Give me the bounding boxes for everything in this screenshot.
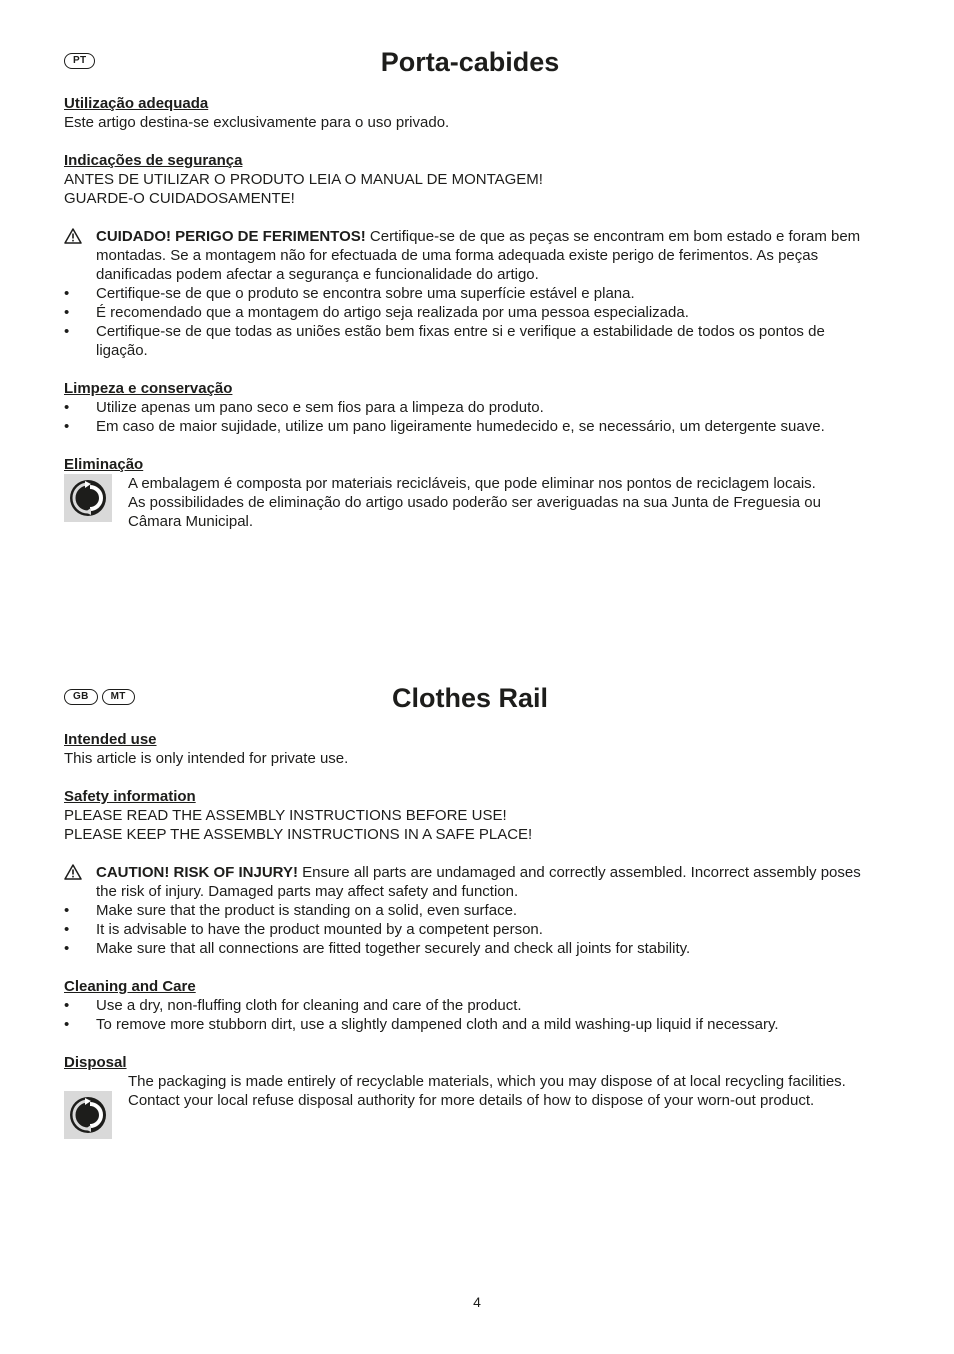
- list-item: • Make sure that the product is standing on a solid, even surface.: [64, 902, 518, 919]
- content-gb: [64, 730, 876, 1139]
- intended-use-text: This article is only intended for private use.: [64, 750, 349, 767]
- disposal-line-1: The packaging is made entirely of recyclable materials, which you may dispose of at local recycling facilities.: [128, 1073, 846, 1090]
- page-title: Clothes Rail: [391, 683, 549, 713]
- warning-bold: CUIDADO! PERIGO DE FERIMENTOS!: [96, 228, 366, 245]
- list-item: • Em caso de maior sujidade, utilize um pano ligeiramente humedecido e, se necessário, um detergente suave.: [64, 418, 825, 435]
- heading-disposal: Eliminação: [64, 456, 144, 473]
- list-item: • To remove more stubborn dirt, use a slightly dampened cloth and a mild washing-up liquid if necessary.: [64, 1016, 779, 1033]
- warning-triangle-icon: [64, 863, 96, 901]
- lang-badge-mt: MT: [102, 689, 135, 705]
- green-dot-recycle-icon: [64, 1091, 112, 1139]
- warning-text: Ensure all parts are undamaged and correctly assembled. Incorrect assembly poses the risk of injury. Damaged parts may affect safety and function.: [96, 864, 861, 900]
- content-pt: [64, 94, 876, 531]
- disposal-line-1: A embalagem é composta por materiais recicláveis, que pode eliminar nos pontos de reciclagem locais.: [128, 475, 816, 492]
- safety-line-1: PLEASE READ THE ASSEMBLY INSTRUCTIONS BEFORE USE!: [64, 807, 507, 824]
- list-item: • É recomendado que a montagem do artigo seja realizada por uma pessoa especializada.: [64, 304, 689, 321]
- warning-bold: CAUTION! RISK OF INJURY!: [96, 864, 298, 881]
- heading-safety: Indicações de segurança: [64, 152, 243, 169]
- lang-badge-gb: GB: [64, 689, 98, 705]
- warning-paragraph: [64, 227, 876, 284]
- intended-use-text: Este artigo destina-se exclusivamente para o uso privado.: [64, 114, 450, 131]
- disposal-line-2: Contact your local refuse disposal authority for more details of how to dispose of your worn-out product.: [128, 1092, 815, 1109]
- heading-cleaning: Limpeza e conservação: [64, 380, 233, 397]
- safety-line-2: PLEASE KEEP THE ASSEMBLY INSTRUCTIONS IN A SAFE PLACE!: [64, 826, 533, 843]
- heading-safety: Safety information: [64, 788, 196, 805]
- disposal-block: [64, 1072, 876, 1139]
- page-number: 4: [473, 1294, 481, 1310]
- list-item: • Utilize apenas um pano seco e sem fios para a limpeza do produto.: [64, 399, 544, 416]
- list-item: • Certifique-se de que o produto se encontra sobre uma superfície estável e plana.: [64, 285, 635, 302]
- warning-triangle-icon: [64, 227, 96, 284]
- warning-text: Certifique-se de que as peças se encontram em bom estado e foram bem montadas. Se a montagem não for efectuada de uma forma adequada existe perigo de ferimentos. As peças danificadas podem afectar a segurança e funcionalidade do artigo.: [96, 228, 861, 283]
- list-item: • Use a dry, non-fluffing cloth for cleaning and care of the product.: [64, 997, 522, 1014]
- lang-badge-pt: PT: [64, 53, 95, 69]
- page-title: Porta-cabides: [380, 47, 560, 77]
- green-dot-recycle-icon: [64, 474, 112, 522]
- heading-intended-use: Intended use: [64, 731, 157, 748]
- list-item: • Certifique-se de que todas as uniões estão bem fixas entre si e verifique a estabilidade de todos os pontos de ligação.: [64, 323, 825, 359]
- heading-cleaning: Cleaning and Care: [64, 978, 196, 995]
- list-item: • It is advisable to have the product mounted by a competent person.: [64, 921, 543, 938]
- safety-line-2: GUARDE-O CUIDADOSAMENTE!: [64, 190, 295, 207]
- disposal-block: [64, 474, 876, 531]
- heading-disposal: Disposal: [64, 1054, 127, 1071]
- warning-paragraph: [64, 863, 876, 901]
- heading-intended-use: Utilização adequada: [64, 95, 209, 112]
- list-item: • Make sure that all connections are fitted together securely and check all joints for stability.: [64, 940, 691, 957]
- disposal-line-2: As possibilidades de eliminação do artigo usado poderão ser averiguadas na sua Junta de Freguesia ou Câmara Municipal.: [128, 494, 821, 530]
- safety-line-1: ANTES DE UTILIZAR O PRODUTO LEIA O MANUAL DE MONTAGEM!: [64, 171, 543, 188]
